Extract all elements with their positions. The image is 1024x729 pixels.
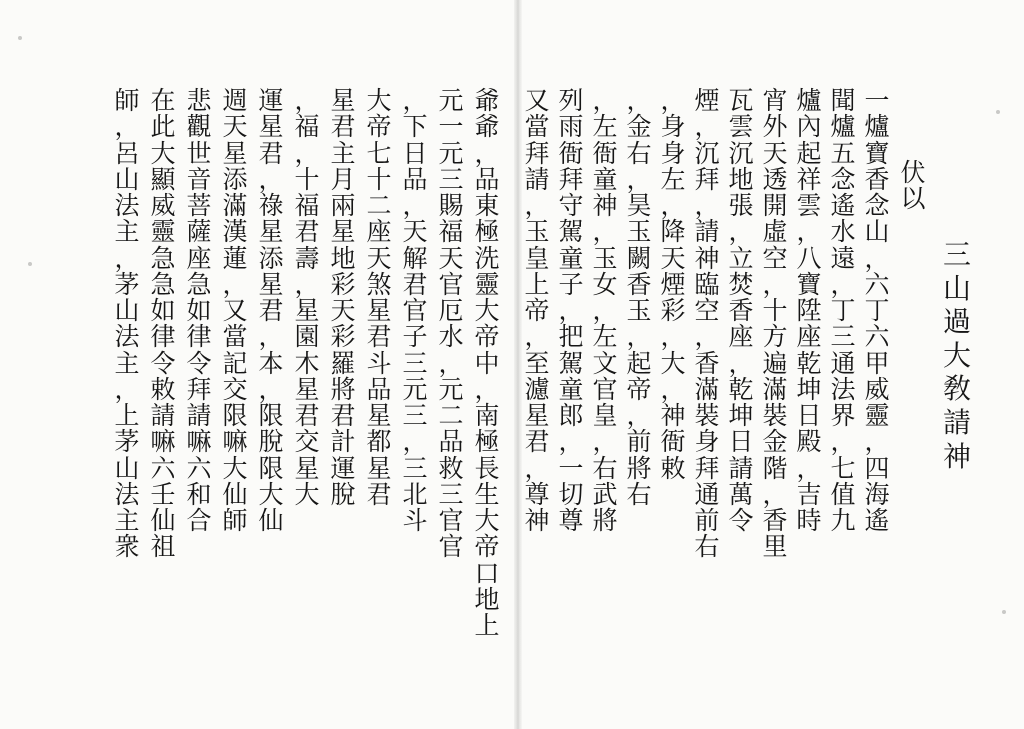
text-column-right-1: 一爐寶香念山，六丁六甲威靈，四海遙 <box>864 86 890 535</box>
text-column-right-7: ，身身左，降天煙彩，大，神衙敕 <box>660 86 686 483</box>
text-column-left-9: 悲觀世音菩薩座急如律令拜請嘛六和合 <box>186 86 212 535</box>
text-column-left-4: 大帝七十二座天煞星君斗品星都星君 <box>366 86 392 509</box>
text-column-right-9: ，左衙童神，玉女，左文官皇，右武將 <box>592 86 618 535</box>
scan-speck <box>1002 610 1006 614</box>
text-column-right-10: 列雨衙拜守駕童子，把駕童郎，一切尊 <box>558 86 584 535</box>
text-column-left-5: 星君主月兩星地彩天彩羅將君計運脫 <box>330 86 356 509</box>
text-column-left-3: ，下日品，天解君官子三元三，三北斗 <box>402 86 428 535</box>
scan-speck <box>18 36 22 40</box>
text-column-right-3: 爐內起祥雲，八寶陞座乾坤日殿，吉時 <box>796 86 822 535</box>
text-column-left-7: 運星君，祿星添星君，本，限脫限大仙 <box>258 86 284 535</box>
text-column-left-8: 週天星添滿漢蓮，又當記交限嘛大仙師 <box>222 86 248 535</box>
right-page <box>520 0 1024 729</box>
text-column-right-5: 瓦雲沉地張，立焚香座，乾坤日請萬令 <box>728 86 754 535</box>
text-column-left-1: 爺爺，品東極洗靈大帝中，南極長生大帝口地上 <box>474 86 500 640</box>
text-column-left-11: 師，呂山法主，茅山法主，上茅山法主衆 <box>114 86 140 562</box>
text-column-right-2: 聞爐五念遙水遠，丁三通法界，七值九 <box>830 86 856 535</box>
text-column-left-2: 元一元三賜福天官厄水，元二品救三官官 <box>438 86 464 562</box>
page-title: 三山過大敎請神 <box>942 238 971 473</box>
scan-speck <box>28 262 32 266</box>
text-column-right-6: 煙，沉拜，請神臨空，香滿裝身拜通前右 <box>694 86 720 562</box>
text-column-right-11: 又當拜請，玉皇上帝，至濾星君，尊神 <box>524 86 550 535</box>
text-column-right-4: 宵外天透開虛空，十方遍滿裝金階，香里 <box>762 86 788 562</box>
scan-speck <box>996 110 1000 114</box>
text-column-left-10: 在此大顯威靈急急如律令敕請嘛六壬仙祖 <box>150 86 176 562</box>
invocation-header: 伏以 <box>900 158 926 214</box>
text-column-left-6: ，福，十福君壽，星園木星君交星大 <box>294 86 320 509</box>
text-column-right-8: ，金右，昊玉闕香玉，起帝，前將右 <box>626 86 652 509</box>
